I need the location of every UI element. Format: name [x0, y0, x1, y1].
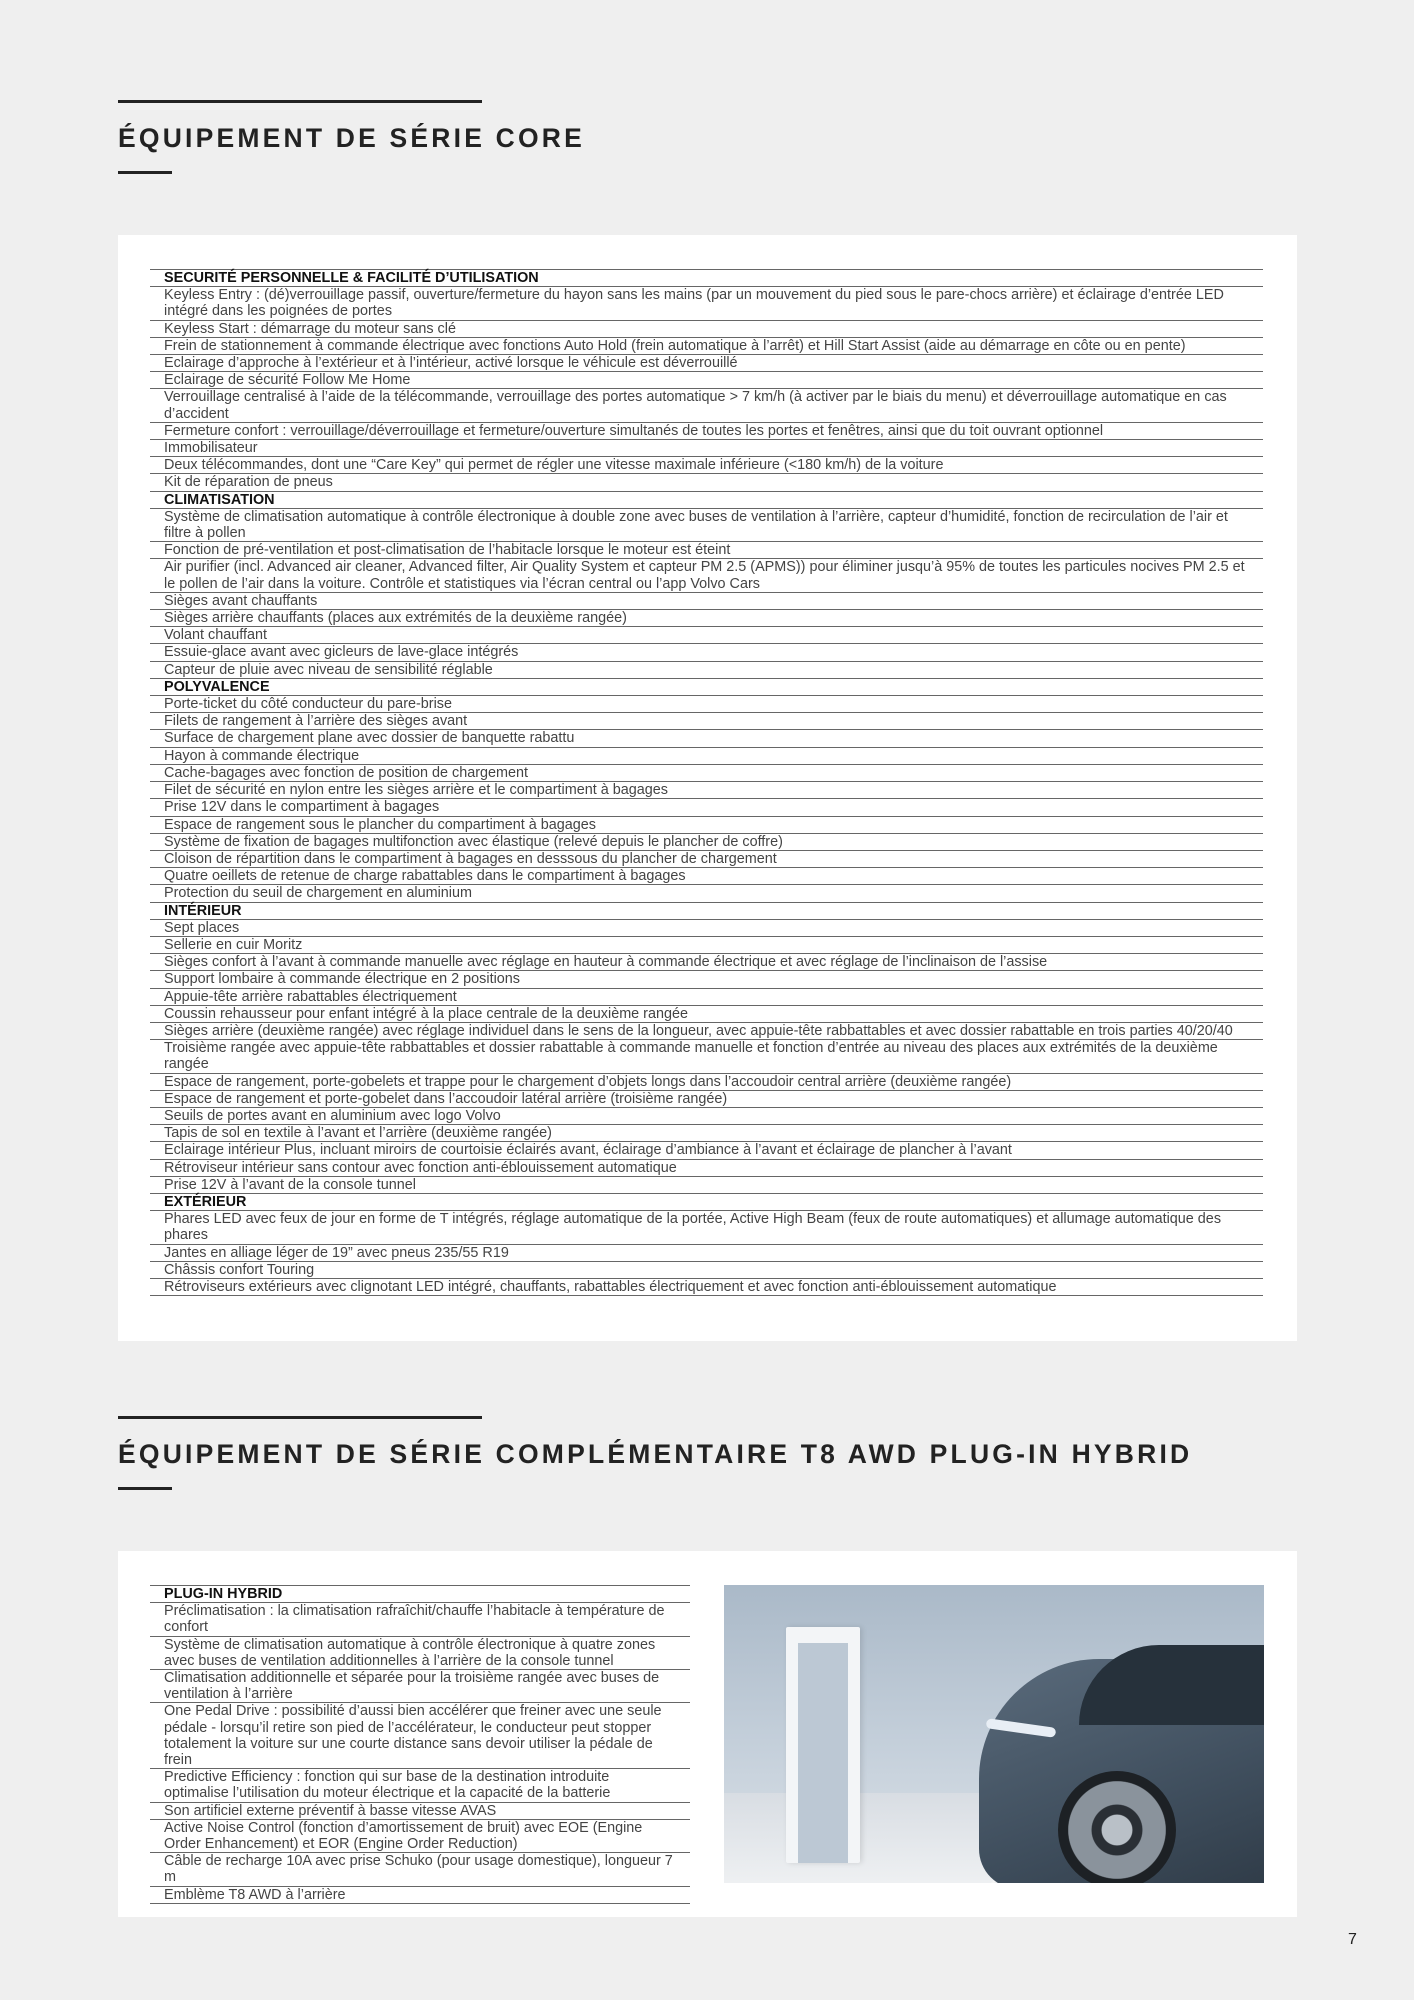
equipment-item: Eclairage d’approche à l’extérieur et à l’intérieur, activé lorsque le véhicule est déverrouillé — [150, 354, 1263, 371]
equipment-item: Quatre oeillets de retenue de charge rabattables dans le compartiment à bagages — [150, 867, 1263, 884]
category-heading: INTÉRIEUR — [150, 902, 1263, 919]
equipment-item: Climatisation additionnelle et séparée pour la troisième rangée avec buses de ventilation à l’arrière — [150, 1669, 690, 1702]
equipment-item: Support lombaire à commande électrique en 2 positions — [150, 970, 1263, 987]
heading-rule-top — [118, 1416, 482, 1419]
equipment-item: Sellerie en cuir Moritz — [150, 936, 1263, 953]
equipment-item: Deux télécommandes, dont une “Care Key” qui permet de régler une vitesse maximale inférieure (<180 km/h) de la voiture — [150, 456, 1263, 473]
category-heading: EXTÉRIEUR — [150, 1193, 1263, 1210]
equipment-item: Predictive Efficiency : fonction qui sur base de la destination introduite optimalise l’utilisation du moteur électrique et la capacité de la batterie — [150, 1768, 690, 1801]
page-number: 7 — [1348, 1931, 1357, 1948]
equipment-item: Espace de rangement et porte-gobelet dans l’accoudoir latéral arrière (troisième rangée) — [150, 1090, 1263, 1107]
equipment-item: Prise 12V dans le compartiment à bagages — [150, 798, 1263, 815]
equipment-item: Seuils de portes avant en aluminium avec logo Volvo — [150, 1107, 1263, 1124]
equipment-item: Emblème T8 AWD à l’arrière — [150, 1886, 690, 1904]
equipment-item: Filets de rangement à l’arrière des sièges avant — [150, 712, 1263, 729]
section-title-core: ÉQUIPEMENT DE SÉRIE CORE — [118, 123, 586, 153]
section-heading-core — [118, 100, 585, 174]
equipment-item: Rétroviseur intérieur sans contour avec fonction anti-éblouissement automatique — [150, 1159, 1263, 1176]
equipment-item: One Pedal Drive : possibilité d’aussi bien accélérer que freiner avec une seule pédale - lorsqu’il retire son pied de l’accélérateur, le conducteur peut stopper totalement la voiture sur une courte distance sans devoir utiliser la pédale de frein — [150, 1702, 690, 1768]
charging-station-inner — [798, 1643, 848, 1863]
equipment-item: Volant chauffant — [150, 626, 1263, 643]
equipment-item: Son artificiel externe préventif à basse vitesse AVAS — [150, 1802, 690, 1819]
equipment-item: Eclairage de sécurité Follow Me Home — [150, 371, 1263, 388]
equipment-item: Porte-ticket du côté conducteur du pare-brise — [150, 695, 1263, 712]
equipment-item: Surface de chargement plane avec dossier de banquette rabattu — [150, 729, 1263, 746]
equipment-item: Keyless Entry : (dé)verrouillage passif, ouverture/fermeture du hayon sans les mains (par un mouvement du pied sous le pare-chocs arrière) et éclairage d’entrée LED intégré dans les poignées de portes — [150, 286, 1263, 319]
equipment-item: Sièges avant chauffants — [150, 592, 1263, 609]
section-title-plugin: ÉQUIPEMENT DE SÉRIE COMPLÉMENTAIRE T8 AWD PLUG-IN HYBRID — [118, 1439, 1193, 1469]
equipment-item: Hayon à commande électrique — [150, 747, 1263, 764]
equipment-item: Cloison de répartition dans le compartiment à bagages en desssous du plancher de chargement — [150, 850, 1263, 867]
equipment-item: Immobilisateur — [150, 439, 1263, 456]
equipment-list-plugin — [150, 1585, 690, 1904]
heading-rule-top — [118, 100, 482, 103]
heading-rule-bottom — [118, 1487, 172, 1490]
equipment-item: Sièges arrière chauffants (places aux extrémités de la deuxième rangée) — [150, 609, 1263, 626]
car-window — [1079, 1645, 1264, 1725]
equipment-item: Sièges arrière (deuxième rangée) avec réglage individuel dans le sens de la longueur, avec appuie-tête rabbattables et avec dossier rabattable en trois parties 40/20/40 — [150, 1022, 1263, 1039]
equipment-item: Phares LED avec feux de jour en forme de T intégrés, réglage automatique de la portée, Active High Beam (feux de route automatiques) et allumage automatique des phares — [150, 1210, 1263, 1243]
equipment-item: Fermeture confort : verrouillage/déverrouillage et fermeture/ouverture simultanés de toutes les portes et fenêtres, ainsi que du toit ouvrant optionnel — [150, 422, 1263, 439]
equipment-item: Système de climatisation automatique à contrôle électronique à double zone avec buses de ventilation à l’arrière, capteur d’humidité, fonction de recirculation de l’air et filtre à pollen — [150, 508, 1263, 541]
equipment-item: Air purifier (incl. Advanced air cleaner, Advanced filter, Air Quality System et capteur PM 2.5 (APMS)) pour éliminer jusqu’à 95% de toutes les particules nocives PM 2.5 et le pollen de l’air dans la voiture. Contrôle et statistiques via l’écran central ou l’app Volvo Cars — [150, 558, 1263, 591]
equipment-list-core — [150, 269, 1263, 1296]
equipment-item: Capteur de pluie avec niveau de sensibilité réglable — [150, 661, 1263, 678]
equipment-item: Système de climatisation automatique à contrôle électronique à quatre zones avec buses de ventilation additionnelles à l’arrière de la console tunnel — [150, 1636, 690, 1669]
category-heading: PLUG-IN HYBRID — [150, 1585, 690, 1602]
category-heading: POLYVALENCE — [150, 678, 1263, 695]
category-heading: CLIMATISATION — [150, 491, 1263, 508]
equipment-item: Tapis de sol en textile à l’avant et l’arrière (deuxième rangée) — [150, 1124, 1263, 1141]
equipment-item: Sept places — [150, 919, 1263, 936]
section-heading-plugin — [118, 1416, 1192, 1490]
equipment-item: Espace de rangement sous le plancher du compartiment à bagages — [150, 816, 1263, 833]
equipment-item: Fonction de pré-ventilation et post-climatisation de l’habitacle lorsque le moteur est éteint — [150, 541, 1263, 558]
equipment-item: Protection du seuil de chargement en aluminium — [150, 884, 1263, 901]
equipment-item: Filet de sécurité en nylon entre les sièges arrière et le compartiment à bagages — [150, 781, 1263, 798]
car-charging-photo — [724, 1585, 1264, 1883]
equipment-item: Jantes en alliage léger de 19” avec pneus 235/55 R19 — [150, 1244, 1263, 1261]
equipment-item: Système de fixation de bagages multifonction avec élastique (relevé depuis le plancher de coffre) — [150, 833, 1263, 850]
equipment-item: Frein de stationnement à commande électrique avec fonctions Auto Hold (frein automatique à l’arrêt) et Hill Start Assist (aide au démarrage en côte ou en pente) — [150, 337, 1263, 354]
equipment-item: Rétroviseurs extérieurs avec clignotant LED intégré, chauffants, rabattables électriquement et avec fonction anti-éblouissement automatique — [150, 1278, 1263, 1296]
equipment-item: Keyless Start : démarrage du moteur sans clé — [150, 320, 1263, 337]
equipment-item: Active Noise Control (fonction d’amortissement de bruit) avec EOE (Engine Order Enhancement) et EOR (Engine Order Reduction) — [150, 1819, 690, 1852]
equipment-item: Cache-bagages avec fonction de position de chargement — [150, 764, 1263, 781]
equipment-item: Kit de réparation de pneus — [150, 473, 1263, 490]
category-heading: SECURITÉ PERSONNELLE & FACILITÉ D’UTILISATION — [150, 269, 1263, 286]
equipment-item: Sièges confort à l’avant à commande manuelle avec réglage en hauteur à commande électrique et avec réglage de l’inclinaison de l’assise — [150, 953, 1263, 970]
equipment-item: Prise 12V à l’avant de la console tunnel — [150, 1176, 1263, 1193]
equipment-item: Eclairage intérieur Plus, incluant miroirs de courtoisie éclairés avant, éclairage d’ambiance à l’avant et éclairage de plancher à l’avant — [150, 1141, 1263, 1158]
equipment-item: Câble de recharge 10A avec prise Schuko (pour usage domestique), longueur 7 m — [150, 1852, 690, 1885]
equipment-item: Préclimatisation : la climatisation rafraîchit/chauffe l’habitacle à température de confort — [150, 1602, 690, 1635]
equipment-item: Verrouillage centralisé à l’aide de la télécommande, verrouillage des portes automatique > 7 km/h (à activer par le biais du menu) et déverrouillage automatique en cas d’accident — [150, 388, 1263, 421]
heading-rule-bottom — [118, 171, 172, 174]
equipment-card-plugin — [118, 1551, 1297, 1917]
equipment-item: Châssis confort Touring — [150, 1261, 1263, 1278]
equipment-item: Appuie-tête arrière rabattables électriquement — [150, 988, 1263, 1005]
equipment-card-core — [118, 235, 1297, 1341]
equipment-item: Essuie-glace avant avec gicleurs de lave-glace intégrés — [150, 643, 1263, 660]
car-wheel — [1058, 1771, 1176, 1883]
equipment-item: Coussin rehausseur pour enfant intégré à la place centrale de la deuxième rangée — [150, 1005, 1263, 1022]
equipment-item: Troisième rangée avec appuie-tête rabbattables et dossier rabattable à commande manuelle et fonction d’entrée au niveau des places aux extrémités de la deuxième rangée — [150, 1039, 1263, 1072]
equipment-item: Espace de rangement, porte-gobelets et trappe pour le chargement d’objets longs dans l’accoudoir central arrière (deuxième rangée) — [150, 1073, 1263, 1090]
